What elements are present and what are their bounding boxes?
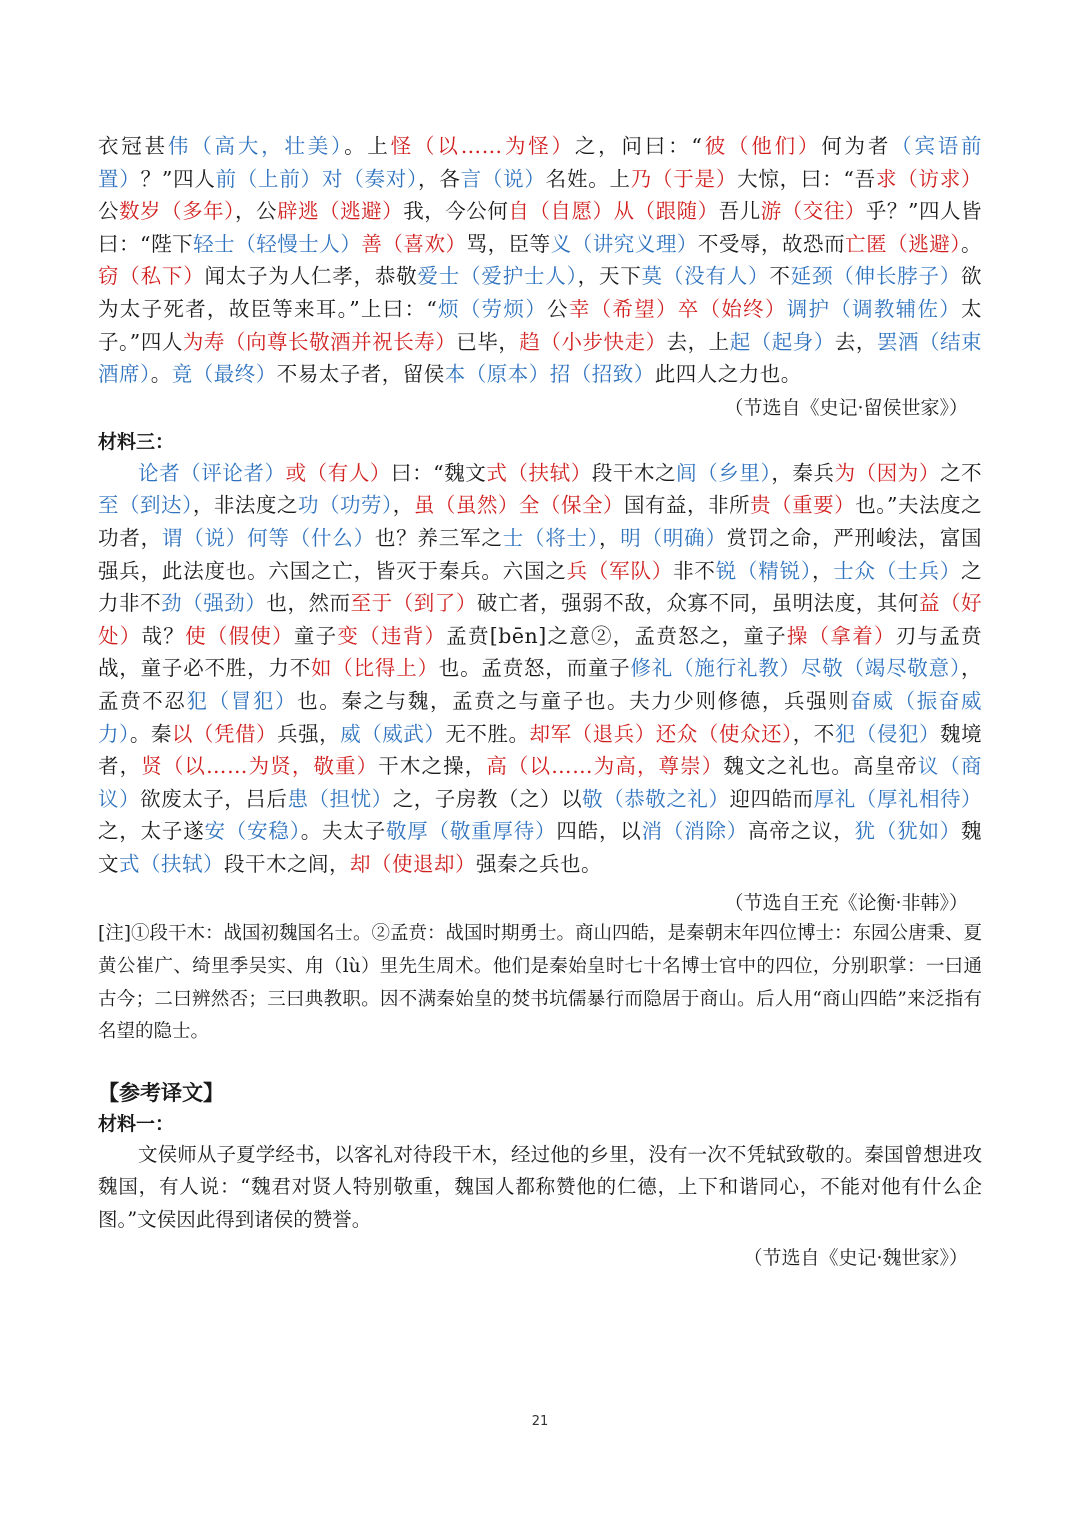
lunheng-segment-red: 虽（虽然） bbox=[413, 493, 519, 518]
liuhou-segment-red: 乃（于是） bbox=[630, 166, 738, 191]
lunheng-segment-plain: 迎四皓而 bbox=[729, 786, 814, 811]
lunheng-segment-red: 以（凭借） bbox=[171, 721, 278, 746]
liuhou-segment-plain: ，公 bbox=[234, 199, 278, 224]
lunheng-segment-blue: 士众（士兵） bbox=[833, 558, 962, 583]
liuhou-segment-red: 怪（以……为怪） bbox=[390, 134, 575, 158]
lunheng-segment-blue: 修礼（施行礼教） bbox=[630, 656, 801, 681]
lunheng-segment-blue: 厚礼（厚礼相待） bbox=[813, 786, 983, 811]
lunheng-segment-blue: 犯（侵犯） bbox=[834, 721, 941, 746]
lunheng-segment-blue: 功（功劳） bbox=[297, 493, 393, 518]
liuhou-segment-blue: （宾语前置） bbox=[98, 134, 983, 191]
lunheng-segment-blue: 威（威武） bbox=[340, 721, 446, 746]
lunheng-segment-red: 式（扶轼） bbox=[486, 460, 592, 485]
liuhou-segment-plain: 衣冠甚 bbox=[98, 134, 168, 158]
lunheng-segment-red: 至于（到了） bbox=[350, 591, 477, 616]
liuhou-segment-plain: 去，上 bbox=[666, 329, 730, 354]
lunheng-segment-red: 如（比得上） bbox=[311, 656, 439, 681]
lunheng-segment-plain: 无不胜。 bbox=[445, 721, 530, 746]
lunheng-segment-blue: 犹（犹如） bbox=[854, 819, 962, 844]
liuhou-segment-red: 善（喜欢） bbox=[361, 231, 467, 256]
liuhou-segment-plain: 不 bbox=[769, 264, 791, 289]
lunheng-segment-plain: 。夫太子 bbox=[300, 819, 386, 844]
lunheng-segment-plain: 段干木之 bbox=[591, 460, 677, 485]
lunheng-segment-plain: 魏文之礼也。高皇帝 bbox=[723, 754, 918, 779]
lunheng-segment-plain: ，秦兵 bbox=[771, 460, 835, 485]
liuhou-segment-plain: 我，今公何 bbox=[403, 199, 509, 224]
liuhou-segment-blue: 烦（劳烦） bbox=[437, 296, 548, 321]
lunheng-segment-blue: 奋威（振奋威力） bbox=[98, 688, 983, 746]
lunheng-segment-blue: 式（扶轼） bbox=[119, 851, 224, 876]
liuhou-segment-red: 趋（小步快走） bbox=[519, 329, 667, 354]
liuhou-segment-plain: 不受辱，故恐而 bbox=[697, 231, 846, 256]
lunheng-segment-blue: 消（消除） bbox=[641, 819, 749, 844]
lunheng-segment-plain: ，孟贲不忍 bbox=[98, 656, 983, 713]
lunheng-segment-blue: 劲（强劲） bbox=[161, 591, 267, 616]
liuhou-segment-blue: 起（起身） bbox=[729, 329, 835, 354]
liuhou-segment-plain: 吾儿 bbox=[718, 199, 761, 224]
liuhou-segment-blue: 本（原本） bbox=[444, 362, 550, 387]
liuhou-segment-blue: 延颈（伸长脖子） bbox=[790, 264, 962, 289]
liuhou-segment-red: 辟逃（逃避） bbox=[277, 199, 404, 224]
lunheng-segment-plain: 四皓，以 bbox=[556, 819, 642, 844]
liuhou-segment-plain: 闻太子为人仁孝，恭敬 bbox=[204, 264, 418, 289]
lunheng-segment-blue: 犯（冒犯） bbox=[186, 688, 298, 713]
passage-liuhou bbox=[98, 130, 982, 391]
source-citation-liuhou: （节选自《史记·留侯世家》） bbox=[724, 396, 968, 419]
lunheng-segment-blue: 患（担忧） bbox=[287, 786, 393, 811]
lunheng-segment-red: 变（违背） bbox=[337, 623, 447, 648]
lunheng-segment-plain: 魏境者， bbox=[98, 721, 983, 779]
liuhou-segment-plain: 。 bbox=[961, 231, 983, 256]
lunheng-segment-plain: 之力非不 bbox=[98, 558, 983, 616]
lunheng-segment-plain: 之，太子遂 bbox=[98, 819, 205, 844]
liuhou-segment-plain: 者 bbox=[867, 134, 892, 158]
lunheng-segment-red: 高（以……为高，尊崇） bbox=[486, 754, 724, 779]
lunheng-segment-plain: 强秦之兵也。 bbox=[476, 851, 602, 876]
liuhou-segment-blue: 前（上前） bbox=[215, 166, 322, 191]
liuhou-segment-plain: 公 bbox=[547, 296, 569, 321]
lunheng-segment-plain: ，不 bbox=[792, 721, 835, 746]
liuhou-segment-plain: 大惊，曰：“吾 bbox=[737, 166, 876, 191]
liuhou-segment-plain: 不易太子者，留侯 bbox=[276, 362, 445, 387]
material-one-heading: 材料一： bbox=[98, 1112, 175, 1135]
lunheng-segment-blue: 尽敬（竭尽敬意） bbox=[800, 656, 962, 681]
lunheng-segment-plain: 之不 bbox=[939, 460, 983, 485]
liuhou-segment-red: 游（交往） bbox=[760, 199, 866, 224]
lunheng-segment-red: 益（好处） bbox=[98, 591, 983, 648]
liuhou-segment-red: 求（访求） bbox=[875, 166, 983, 191]
liuhou-segment-blue: 言（说） bbox=[460, 166, 546, 191]
lunheng-segment-plain: 也。秦之与魏，孟贲之与童子也。夫力少则修德，兵强则 bbox=[297, 688, 851, 713]
lunheng-segment-red: 或（有人） bbox=[285, 460, 391, 485]
lunheng-segment-blue: 谓（说） bbox=[161, 525, 248, 550]
lunheng-segment-blue: 论者（评论者） bbox=[138, 460, 286, 485]
lunheng-segment-plain: 魏文 bbox=[98, 819, 983, 876]
lunheng-segment-red: 贤（以……为贤，敬重） bbox=[141, 754, 379, 779]
lunheng-segment-red: 却军（退兵） bbox=[529, 721, 656, 746]
liuhou-segment-red: 彼（他们） bbox=[702, 134, 822, 158]
lunheng-segment-blue: 闾（乡里） bbox=[676, 460, 772, 485]
lunheng-segment-red: 却（使退却） bbox=[350, 851, 476, 876]
lunheng-segment-plain: 也。”夫法度之功者， bbox=[98, 493, 983, 550]
liuhou-segment-plain: 太子。”四人 bbox=[98, 296, 983, 354]
liuhou-segment-plain: 公 bbox=[98, 199, 120, 224]
lunheng-segment-plain: ， bbox=[598, 525, 621, 550]
lunheng-segment-red: 使（假使） bbox=[185, 623, 294, 648]
lunheng-segment-red: 操（拿着） bbox=[786, 623, 896, 648]
liuhou-segment-plain: 此四人之力也。 bbox=[654, 362, 802, 387]
lunheng-segment-plain: ， bbox=[392, 493, 414, 518]
liuhou-segment-blue: 对（奏对） bbox=[321, 166, 419, 191]
lunheng-segment-red: 为（因为） bbox=[834, 460, 940, 485]
lunheng-segment-plain: 也，然而 bbox=[266, 591, 351, 616]
liuhou-segment-blue: 轻士（轻慢士人） bbox=[193, 231, 362, 256]
lunheng-segment-blue: 锐（精锐） bbox=[715, 558, 812, 583]
liuhou-segment-blue: （高大，壮美） bbox=[191, 134, 345, 158]
liuhou-segment-plain: ？”四人 bbox=[140, 166, 216, 191]
liuhou-segment-blue: 伟 bbox=[167, 134, 192, 158]
lunheng-segment-plain: 赏罚之命，严刑峻法，富国强兵，此法度也。六国之亡，皆灭于秦兵。六国之 bbox=[98, 525, 983, 583]
lunheng-segment-blue: 士（将士） bbox=[502, 525, 599, 550]
liuhou-segment-plain: 何为 bbox=[821, 134, 868, 158]
lunheng-segment-plain: 兵强， bbox=[277, 721, 341, 746]
lunheng-segment-plain: 曰：“魏文 bbox=[391, 460, 487, 485]
lunheng-segment-red: 贵（重要） bbox=[750, 493, 856, 518]
liuhou-segment-red: 从（跟随） bbox=[613, 199, 719, 224]
liuhou-segment-plain: 。 bbox=[150, 362, 172, 387]
lunheng-segment-blue: 敬（恭敬之礼） bbox=[582, 786, 730, 811]
lunheng-segment-plain: 哉？ bbox=[141, 623, 186, 648]
lunheng-segment-blue: 明（明确） bbox=[620, 525, 727, 550]
lunheng-segment-plain: 国有益，非所 bbox=[624, 493, 751, 518]
annotation-note: [注]①段干木：战国初魏国名士。②孟贲：战国时期勇士。商山四皓，是秦朝末年四位博士：东园公唐秉、夏黄公崔广、绮里季吴实、甪（lù）里先生周术。他们是秦始皇时七十名博士官中的四位，分别职掌：一曰通古今；二曰辨然否；三曰典教职。因不满秦始皇的焚书坑儒暴行而隐居于商山。后人用“商山四皓”来泛指有名望的隐士。 bbox=[98, 923, 982, 1043]
lunheng-segment-plain: 也。孟贲怒，而童子 bbox=[438, 656, 631, 681]
lunheng-segment-red: 还众（使众还） bbox=[655, 721, 793, 746]
liuhou-segment-plain: ，天下 bbox=[577, 264, 642, 289]
lunheng-segment-plain: 之，子房教（之）以 bbox=[392, 786, 583, 811]
liuhou-segment-red: 数岁（多年） bbox=[119, 199, 235, 224]
liuhou-segment-plain: 已毕， bbox=[456, 329, 520, 354]
liuhou-segment-blue: 竟（最终） bbox=[171, 362, 277, 387]
material-three-heading: 材料三： bbox=[98, 430, 175, 453]
liuhou-segment-red: 窃（私下） bbox=[98, 264, 205, 289]
liuhou-segment-blue: 调护（调教辅佐） bbox=[786, 296, 962, 321]
source-citation-weishijia: （节选自《史记·魏世家》） bbox=[743, 1246, 968, 1269]
lunheng-segment-plain: ，非法度之 bbox=[192, 493, 298, 518]
page-number: 21 bbox=[531, 1414, 549, 1429]
lunheng-segment-red: 兵（军队） bbox=[566, 558, 674, 583]
liuhou-segment-red: 亡匿（逃避） bbox=[845, 231, 962, 256]
lunheng-segment-plain: 也？养三军之 bbox=[374, 525, 503, 550]
liuhou-segment-plain: 名姓。上 bbox=[545, 166, 631, 191]
source-citation-lunheng: （节选自王充《论衡·非韩》） bbox=[724, 892, 968, 915]
lunheng-segment-plain: 。秦 bbox=[129, 721, 172, 746]
lunheng-segment-blue: 何等（什么） bbox=[247, 525, 375, 550]
lunheng-segment-plain: 刃与孟贲战，童子必不胜，力不 bbox=[98, 623, 983, 681]
passage-lunheng bbox=[98, 457, 982, 881]
liuhou-segment-blue: 义（讲究义理） bbox=[550, 231, 698, 256]
lunheng-segment-plain: ， bbox=[811, 558, 834, 583]
liuhou-segment-blue: 爱士（爱护士人） bbox=[417, 264, 578, 289]
lunheng-segment-plain: 干木之操， bbox=[378, 754, 487, 779]
liuhou-segment-blue: 罢酒（结束酒席） bbox=[98, 329, 983, 387]
lunheng-segment-plain: 孟贲[bēn]之意②，孟贲怒之，童子 bbox=[446, 623, 787, 648]
lunheng-segment-plain: 破亡者，强弱不敌，众寡不同，虽明法度，其何 bbox=[476, 591, 919, 616]
liuhou-segment-plain: 之，问曰：“ bbox=[574, 134, 703, 158]
lunheng-segment-blue: 议（商议） bbox=[98, 754, 983, 811]
liuhou-segment-blue: 招（招致） bbox=[549, 362, 655, 387]
liuhou-segment-plain: 欲为太子死者，故臣等来耳。”上曰：“ bbox=[98, 264, 983, 321]
liuhou-segment-plain: 骂，臣等 bbox=[466, 231, 551, 256]
lunheng-segment-blue: 至（到达） bbox=[98, 493, 193, 518]
liuhou-segment-plain: 去， bbox=[834, 329, 877, 354]
liuhou-segment-plain: 乎？”四人皆曰：“陛下 bbox=[98, 199, 983, 256]
lunheng-segment-blue: 敬厚（敬重厚待） bbox=[385, 819, 557, 844]
liuhou-segment-blue: 莫（没有人） bbox=[641, 264, 770, 289]
lunheng-segment-plain: 欲废太子，吕后 bbox=[140, 786, 288, 811]
lunheng-segment-plain: 高帝之议， bbox=[748, 819, 855, 844]
document-page bbox=[98, 130, 982, 1273]
liuhou-segment-plain: 。上 bbox=[344, 134, 391, 158]
lunheng-segment-plain: 非不 bbox=[673, 558, 716, 583]
liuhou-segment-plain: ，各 bbox=[418, 166, 461, 191]
lunheng-segment-plain: 段干木之闾， bbox=[224, 851, 350, 876]
reference-translation-heading: 【参考译文】 bbox=[98, 1080, 224, 1105]
lunheng-segment-blue: 安（安稳） bbox=[204, 819, 301, 844]
liuhou-segment-red: 卒（始终） bbox=[677, 296, 787, 321]
lunheng-segment-plain: 童子 bbox=[293, 623, 338, 648]
translation-text: 文侯师从子夏学经书，以客礼对待段干木，经过他的乡里，没有一次不凭轼致敬的。秦国曾想进攻魏国，有人说：“魏君对贤人特别敬重，魏国人都称赞他的仁德，上下和谐同心，不能对他有什么企图。”文侯因此得到诸侯的赞誉。 bbox=[98, 1142, 982, 1232]
liuhou-segment-red: 为寿（向尊长敬酒并祝长寿） bbox=[182, 329, 457, 354]
liuhou-segment-red: 自（自愿） bbox=[508, 199, 614, 224]
lunheng-segment-red: 全（保全） bbox=[518, 493, 624, 518]
liuhou-segment-red: 幸（希望） bbox=[568, 296, 678, 321]
